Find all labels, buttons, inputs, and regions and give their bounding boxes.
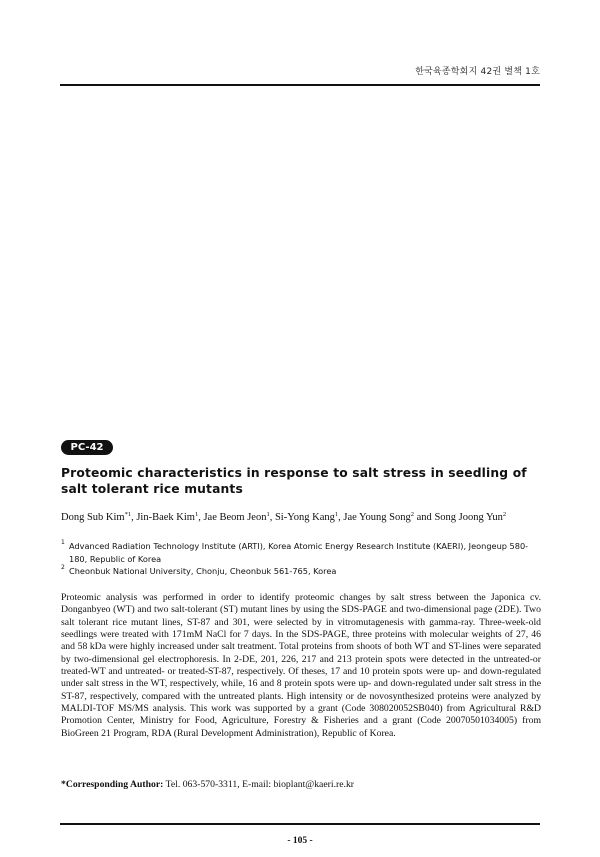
corresponding-author — [61, 779, 541, 790]
abstract-id-badge: PC-42 — [61, 440, 113, 455]
footer-rule — [60, 823, 540, 825]
affiliation: 2 Cheonbuk National University, Chonju, Cheonbuk 561-765, Korea — [61, 564, 337, 576]
author-affil-mark: 1 — [194, 511, 199, 518]
author-affil-mark: 2 — [502, 511, 507, 518]
abstract-body: Proteomic analysis was performed in order to identify proteomic changes by salt stress between the Japonica cv. Donganbyeo (WT) and two salt-tolerant (ST) mutant lines by using the SDS-PAGE and two-dimensional page (2DE). Two salt tolerant rice mutant lines, ST-87 and 301, were selected by in vitromutagenesis with gamma-ray. Three-week-old seedlings were treated with 171mM NaCl for 7 days. In the SDS-PAGE, three proteins with molecular weights of 27, 46 and 58 kDa were highly increased under salt treatment. Total proteins from shoots of both WT and ST-lines were separated by two-dimensional gel electrophoresis. In 2-DE, 201, 226, 217 and 213 protein spots were detected in the untreated-or treated-WT and untreated- or treated-ST-87, respectively. Of theses, 17 and 10 protein spots were up- and down-regulated under salt stress in the WT, respectively, while, 16 and 8 protein spots were up- and down-regulated under salt stress in the ST-87, respectively, compared with the untreated plants. High intensity or de novosynthesized proteins were analyzed by MALDI-TOF MS/MS analysis. This work was supported by a grant (Code 308020052SB040) from Agricultural R&D Promotion Center, Ministry for Food, Agriculture, Forestry & Fisheries and a grant (Code 20070501034005) from BioGreen 21 Program, RDA (Rural Development Administration), Republic of Korea. — [61, 592, 541, 739]
affiliation: 1 Advanced Radiation Technology Institute (ARTI), Korea Atomic Energy Research Institute (KAERI), Jeongeup 580-180, Republic of Korea — [61, 539, 529, 564]
author-affil-mark: 2 — [410, 511, 415, 518]
corresponding-label: *Corresponding Author: — [61, 779, 164, 790]
author-affil-mark: *1 — [124, 511, 132, 518]
author-affil-mark: 1 — [334, 511, 339, 518]
page-number: - 105 - — [287, 836, 313, 846]
author-list: Dong Sub Kim$^{*1}$, Jin-Baek Kim$^1$, Jae Beom Jeon$^1$, Si-Yong Kang$^1$, Jae Young Song$^2$ and Song Joong Yun$^2$ — [61, 511, 507, 523]
author: Dong Sub Kim — [61, 512, 125, 523]
affiliation-list — [61, 540, 545, 578]
author: Song Joong Yun — [434, 512, 503, 523]
author: Jae Young Song — [343, 512, 411, 523]
journal-header: 한국육종학회지 42권 별책 1호 — [415, 67, 540, 77]
author: Jin-Baek Kim — [136, 512, 195, 523]
paper-title: Proteomic characteristics in response to salt stress in seedling of salt tolerant rice mutants — [61, 466, 527, 496]
author-affil-mark: 1 — [266, 511, 270, 518]
author: Si-Yong Kang — [274, 512, 335, 523]
header-rule — [60, 84, 540, 86]
corresponding-contact: Tel. 063-570-3311, E-mail: bioplant@kaeri.re.kr — [163, 779, 355, 790]
author: Jae Beom Jeon — [203, 512, 267, 523]
